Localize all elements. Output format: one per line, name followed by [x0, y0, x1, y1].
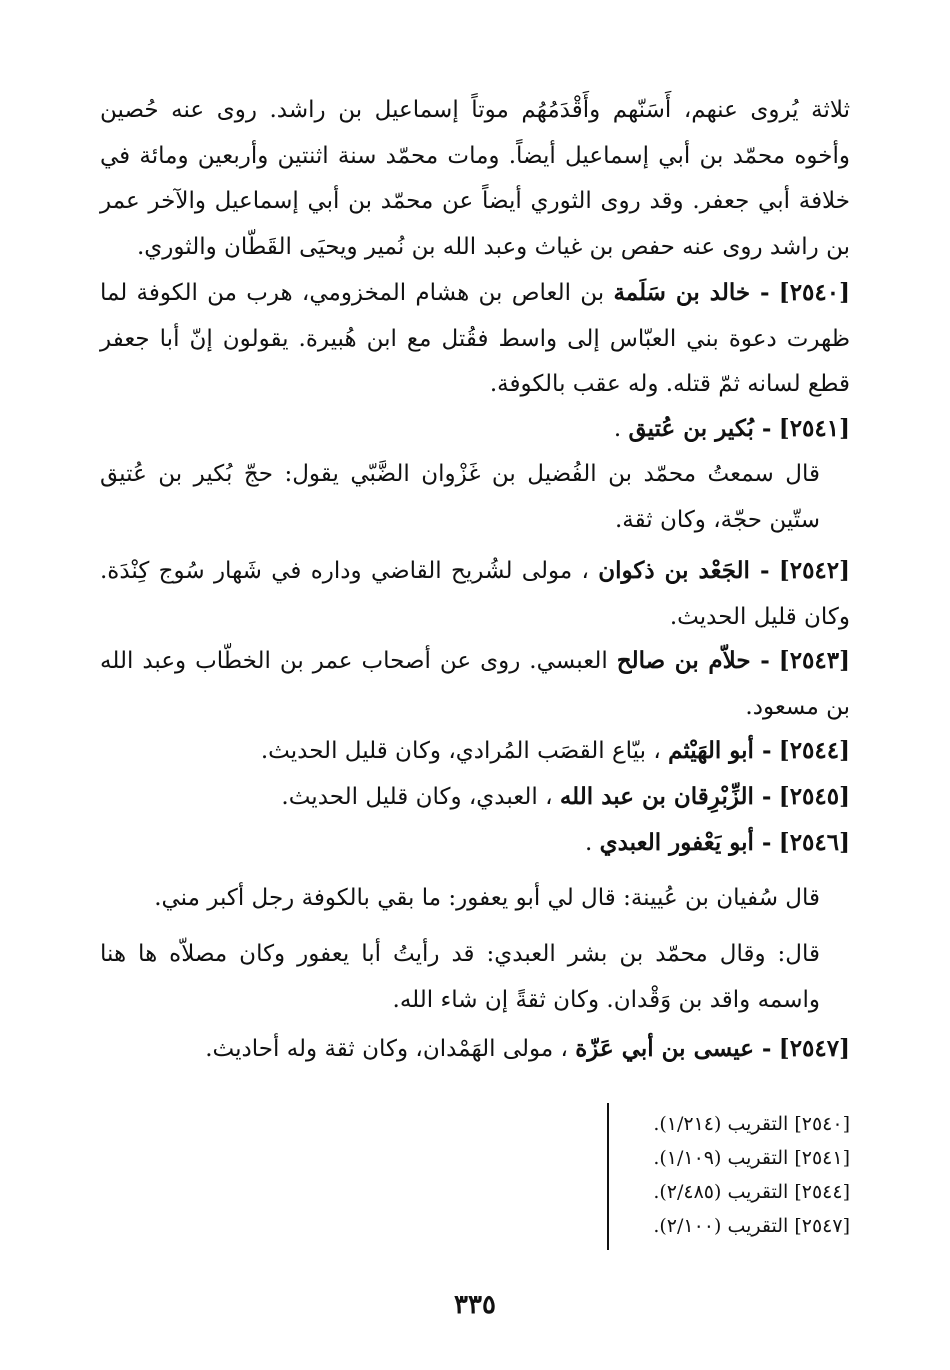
entry-number: [٢٥٤٦]	[778, 829, 850, 856]
entry-text: ، مولى لشُريح القاضي وداره في شَهار سُوج كِنْدَة. وكان قليل الحديث.	[100, 558, 850, 630]
entry-number: [٢٥٤٥]	[778, 783, 850, 810]
entry-number: [٢٥٤٢]	[778, 557, 851, 584]
footnote-2540: [٢٥٤٠] التقريب (١/٢١٤).	[653, 1113, 850, 1135]
footnote-2544: [٢٥٤٤] التقريب (٢/٤٨٥).	[653, 1181, 850, 1203]
entry-2542	[100, 548, 850, 640]
footnotes	[610, 1107, 850, 1243]
entry-name: - أبو يَعْفور العبدي	[599, 829, 772, 856]
entry-name: - الجَعْد بن ذكوان	[598, 557, 770, 584]
entry-name: - عيسى بن أبي عَزّة	[575, 1035, 772, 1062]
entry-text: بن العاص بن هشام المخزومي، هرب من الكوفة لما ظهرت دعوة بني العبّاس إلى واسط فقُتل مع ابن هُبيرة. يقولون إنّ أبا جعفر قطع لسانه ثمّ قتله. وله عقب بالكوفة.	[100, 280, 850, 397]
footnote-2541: [٢٥٤١] التقريب (١/١٠٩).	[653, 1147, 850, 1169]
paragraph-2546-quote	[100, 876, 820, 921]
entry-number: [٢٥٤١]	[778, 415, 850, 442]
entry-number: [٢٥٤٧]	[778, 1035, 850, 1062]
entry-text: .	[613, 416, 622, 442]
entry-name: - بُكير بن عُتيق	[628, 415, 772, 442]
paragraph-2546-report	[100, 932, 850, 1023]
entry-2543	[100, 638, 850, 730]
page-number: ٣٣٥	[454, 1290, 496, 1320]
entry-name: - حلاّم بن صالح	[616, 647, 770, 674]
paragraph-text: قال سُفيان بن عُيينة: قال لي أبو يعفور: ما بقي بالكوفة رجل أكبر مني.	[154, 885, 820, 911]
entry-2546	[100, 820, 850, 866]
paragraph-text: قال: وقال محمّد بن بشر العبدي: قد رأيتُ أبا يعفور وكان مصلاّه ها هنا واسمه واقد بن وَقْدان. وكان ثقةً إن شاء الله.	[100, 941, 820, 1013]
entry-number: [٢٥٤٣]	[778, 647, 850, 674]
entry-2541	[100, 406, 850, 453]
entry-text: العبسي. روى عن أصحاب عمر بن الخطّاب وعبد الله بن مسعود.	[100, 648, 850, 720]
entry-text: .	[584, 830, 593, 856]
paragraph-text: قال سمعتُ محمّد بن الفُضيل بن غَزْوان الضَّبّي يقول: حجّ بُكير بن عُتيق ستّين حجّة، وكان ثقة.	[100, 461, 820, 533]
entry-2547	[100, 1026, 850, 1072]
entry-text: ، بيّاع القصَب المُرادي، وكان قليل الحديث.	[260, 738, 661, 764]
entry-2545	[100, 774, 850, 820]
footnote-divider	[607, 1103, 609, 1250]
entry-2544	[100, 728, 850, 774]
entry-number: [٢٥٤٤]	[778, 737, 850, 764]
entry-name: - خالد بن سَلَمة	[613, 279, 770, 306]
entry-text: ، مولى الهَمْدان، وكان ثقة وله أحاديث.	[205, 1036, 568, 1062]
entry-name: - أبو الهَيْثم	[668, 737, 772, 764]
paragraph-2541-text	[100, 452, 850, 543]
entry-name: - الزِّبْرِقان بن عبد الله	[559, 783, 772, 810]
footnote-2547: [٢٥٤٧] التقريب (٢/١٠٠).	[653, 1215, 850, 1237]
entry-2540	[100, 270, 850, 408]
paragraph-text: ثلاثة يُروى عنهم، أَسَنّهم وأَقْدَمُهُم موتاً إسماعيل بن راشد. روى عنه حُصين وأخوه محمّد بن أبي إسماعيل أيضاً. ومات محمّد سنة اثنتين وأربعين ومائة في خلافة أبي جعفر. وقد روى الثوري أيضاً عن محمّد بن أبي إسماعيل والآخر عمر بن راشد روى عنه حفص بن غياث وعبد الله بن نُمير ويحيَى القَطّان والثوري.	[100, 97, 850, 260]
entry-text: ، العبدي، وكان قليل الحديث.	[281, 784, 553, 810]
entry-number: [٢٥٤٠]	[778, 279, 850, 306]
paragraph-intro	[100, 88, 850, 270]
